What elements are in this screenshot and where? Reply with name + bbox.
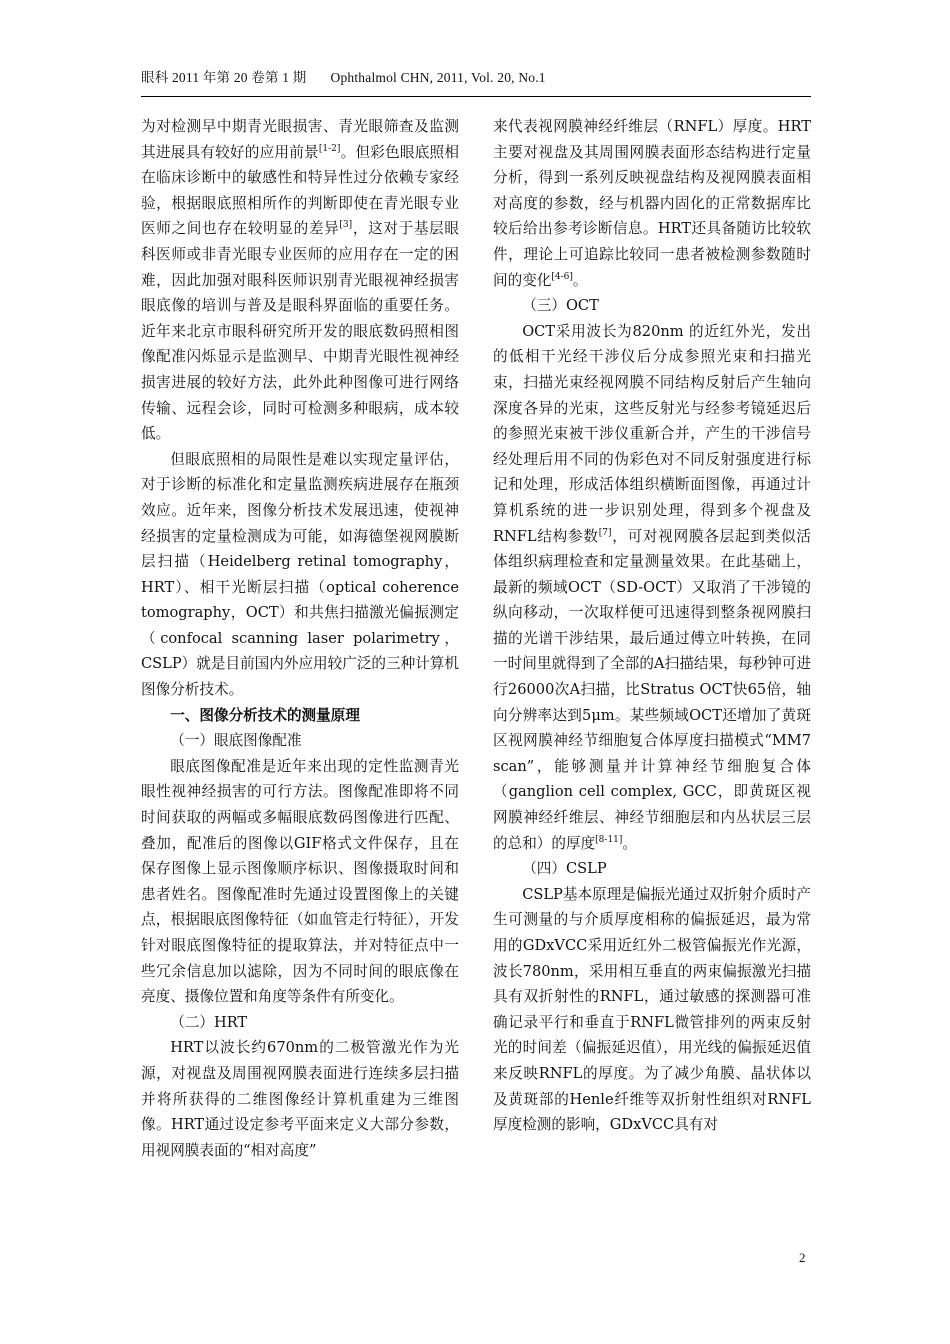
paragraph: HRT以波长约670nm的二极管激光作为光源，对视盘及周围视网膜表面进行连续多层扫描并将所获得的二维图像经计算机重建为三维图像。HRT通过设定参考平面来定义大部分参数，用视网膜表面的“相对高度” bbox=[141, 1039, 459, 1159]
journal-title-cn: 眼科 2011 年第 20 卷第 1 期 bbox=[141, 70, 307, 85]
journal-title-en: Ophthalmol CHN, 2011, Vol. 20, No.1 bbox=[330, 70, 546, 85]
left-column bbox=[141, 114, 459, 1163]
right-column bbox=[493, 114, 811, 1138]
page-number: 2 bbox=[799, 1250, 806, 1265]
subsection-heading: （四）CSLP bbox=[522, 860, 607, 878]
citation: [1-2] bbox=[318, 143, 341, 154]
subsection-heading: （二）HRT bbox=[170, 1013, 248, 1031]
subsection-heading: （三）OCT bbox=[522, 297, 599, 315]
paragraph: OCT采用波长为820nm 的近红外光，发出的低相干光经干涉仪后分成参照光束和扫描光束，扫描光束经视网膜不同结构反射后产生轴向深度各异的光束，这些反射光与经参考镜延迟后的参照光束被干涉仪重新合并，产生的干涉信号经处理后用不同的伪彩色对不同反射强度进行标记和处理，形成活体组织横断面图像，再通过计算机系统的进一步识别处理，得到多个视盘及RNFL结构参数[7]，可对视网膜各层起到类似活体组织病理检查和定量测量效果。在此基础上，最新的频域OCT（SD-OCT）又取消了干涉镜的纵向移动，一次取样便可迅速得到整条视网膜扫描的光谱干涉结果，最后通过傅立叶转换，在同一时间里就得到了全部的A扫描结果，每秒钟可进行26000次A扫描，比Stratus OCT快65倍，轴向分辨率达到5μm。某些频域OCT还增加了黄斑区视网膜神经节细胞复合体厚度扫描模式“MM7 scan”，能够测量并计算神经节细胞复合体（ganglion cell complex, GCC，即黄斑区视网膜神经纤维层、神经节细胞层和内丛状层三层的总和）的厚度[8-11]。 bbox=[493, 322, 811, 852]
citation: [3] bbox=[339, 220, 353, 231]
section-heading: 一、图像分析技术的测量原理 bbox=[170, 706, 360, 724]
running-header bbox=[141, 66, 546, 86]
subsection-heading: （一）眼底图像配准 bbox=[170, 732, 302, 750]
citation: [8-11] bbox=[595, 834, 623, 845]
citation: [7] bbox=[598, 527, 612, 538]
paragraph: 为对检测早中期青光眼损害、青光眼筛查及监测其进展具有较好的应用前景[1-2]。但彩色眼底照相在临床诊断中的敏感性和特异性过分依赖专家经验，根据眼底照相所作的判断即使在青光眼专业医师之间也存在较明显的差异[3]，这对于基层眼科医师或非青光眼专业医师的应用存在一定的困难，因此加强对眼科医师识别青光眼视神经损害眼底像的培训与普及是眼科界面临的重要任务。近年来北京市眼科研究所开发的眼底数码照相图像配准闪烁显示是监测早、中期青光眼性视神经损害进展的较好方法，此外此种图像可进行网络传输、远程会诊，同时可检测多种眼病，成本较低。 bbox=[141, 118, 459, 443]
header-rule bbox=[141, 96, 811, 97]
citation: [4-6] bbox=[551, 271, 573, 282]
paragraph: 但眼底照相的局限性是难以实现定量评估，对于诊断的标准化和定量监测疾病进展存在瓶颈效应。近年来，图像分析技术发展迅速，使视神经损害的定量检测成为可能，如海德堡视网膜断层扫描（Heidelberg retinal tomography，HRT）、相干光断层扫描（optical coherence tomography，OCT）和共焦扫描激光偏振测定（confocal scanning laser polarimetry，CSLP）就是目前国内外应用较广泛的三种计算机图像分析技术。 bbox=[141, 450, 459, 699]
paragraph: 眼底图像配准是近年来出现的定性监测青光眼性视神经损害的可行方法。图像配准即将不同时间获取的两幅或多幅眼底数码图像进行匹配、叠加，配准后的图像以GIF格式文件保存，且在保存图像上显示图像顺序标识、图像摄取时间和患者姓名。图像配准时先通过设置图像上的关键点，根据眼底图像特征（如血管走行特征），开发针对眼底图像特征的提取算法，并对特征点中一些冗余信息加以滤除，因为不同时间的眼底像在亮度、摄像位置和角度等条件有所变化。 bbox=[141, 757, 459, 1006]
paragraph: CSLP基本原理是偏振光通过双折射介质时产生可测量的与介质厚度相称的偏振延迟，最为常用的GDxVCC采用近红外二极管偏振光作光源，波长780nm，采用相互垂直的两束偏振激光扫描具有双折射性的RNFL，通过敏感的探测器可准确记录平行和垂直于RNFL微管排列的两束反射光的时间差（偏振延迟值），用光线的偏振延迟值来反映RNFL的厚度。为了减少角膜、晶状体以及黄斑部的Henle纤维等双折射性组织对RNFL厚度检测的影响，GDxVCC具有对 bbox=[493, 885, 811, 1134]
paragraph: 来代表视网膜神经纤维层（RNFL）厚度。HRT主要对视盘及其周围网膜表面形态结构进行定量分析，得到一系列反映视盘结构及视网膜表面相对高度的参数，经与机器内固化的正常数据库比较后给出参考诊断信息。HRT还具备随访比较软件，理论上可追踪比较同一患者被检测参数随时间的变化[4-6]。 bbox=[493, 118, 811, 289]
